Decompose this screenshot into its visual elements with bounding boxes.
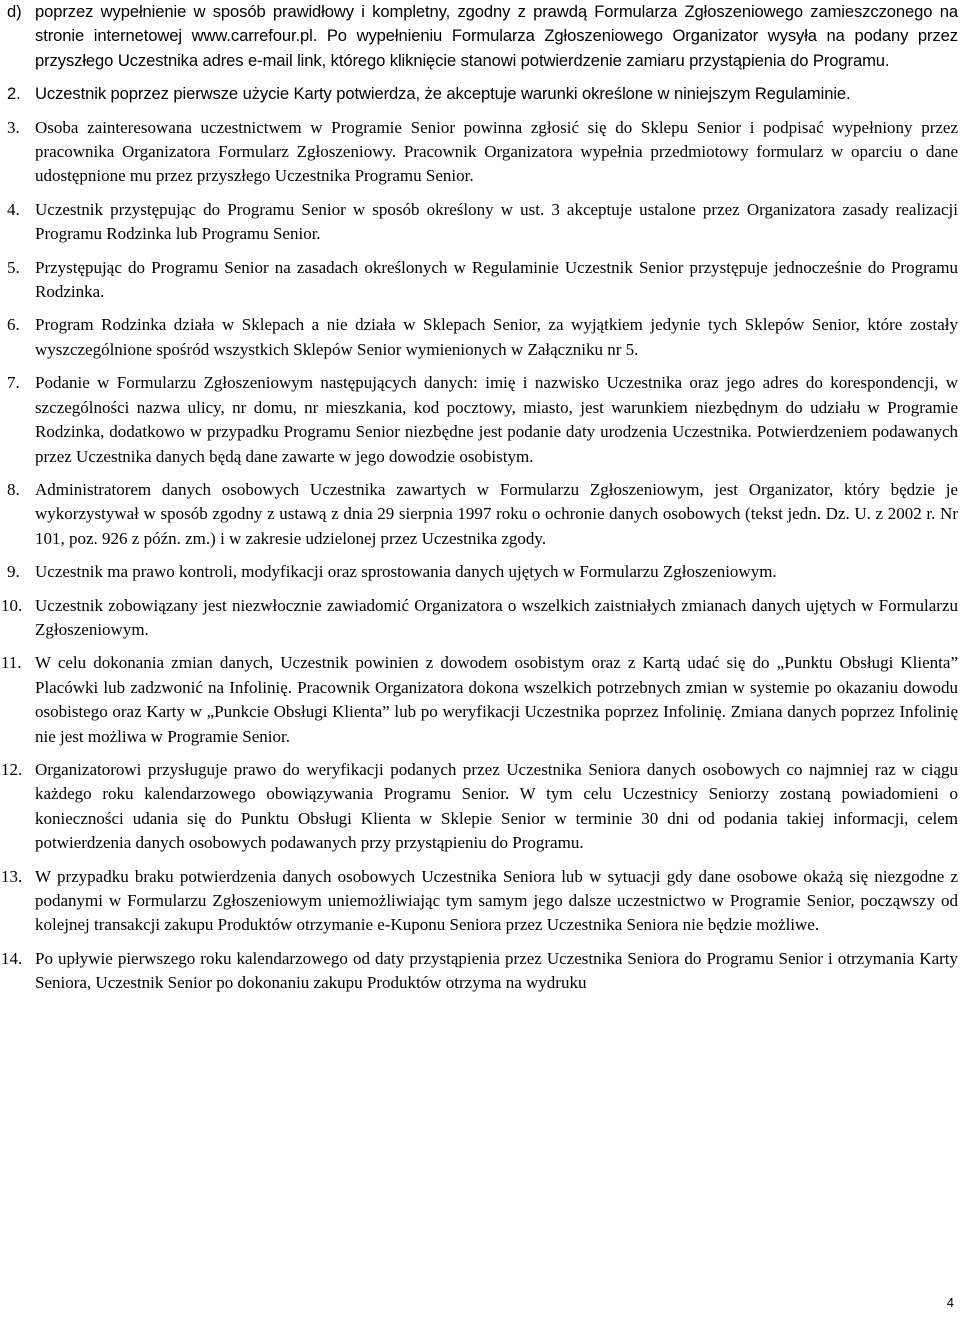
list-item-12: [0, 758, 960, 856]
list-marker: 6.: [7, 315, 20, 335]
list-marker: 14.: [1, 948, 23, 968]
list-item-text: Administratorem danych osobowych Uczestnika zawartych w Formularzu Zgłoszeniowym, jest Organizator, który będzie je wykorzystywał w sposób zgodny z ustawą z dnia 29 sierpnia 1997 roku o ochronie danych osobowych (tekst jedn. Dz. U. z 2002 r. Nr 101, poz. 926 z późn. zm.) i w zakresie udzielonej przez Uczestnika zgody.: [35, 479, 958, 548]
list-item-text: Po upływie pierwszego roku kalendarzowego od daty przystąpienia przez Uczestnika Seniora do Programu Senior i otrzymania Karty Seniora, Uczestnik Senior po dokonaniu zakupu Produktów otrzyma na wydruku: [35, 948, 958, 993]
list-marker: 2.: [7, 84, 21, 104]
list-marker: 5.: [7, 257, 20, 277]
list-item-9: [0, 560, 960, 584]
list-marker: 4.: [7, 199, 20, 219]
list-item-13: [0, 865, 960, 938]
list-item-text: Uczestnik zobowiązany jest niezwłocznie zawiadomić Organizatora o wszelkich zaistniałych zmianach danych ujętych w Formularzu Zgłoszeniowym.: [35, 595, 958, 639]
list-marker: 12.: [1, 759, 23, 779]
list-item-text: Uczestnik poprzez pierwsze użycie Karty potwierdza, że akceptuje warunki określone w niniejszym Regulaminie.: [35, 84, 851, 104]
list-item-5: [0, 256, 960, 305]
list-item-14: [0, 947, 960, 996]
list-item-text: Osoba zainteresowana uczestnictwem w Programie Senior powinna zgłosić się do Sklepu Senior i podpisać wypełniony przez pracownika Organizatora Formularz Zgłoszeniowy. Pracownik Organizatora wypełnia przedmiotowy formularz w oparciu o dane udostępnione mu przez przyszłego Uczestnika Programu Senior.: [35, 117, 958, 186]
list-marker: 9.: [7, 562, 20, 582]
list-item-3: [0, 116, 960, 189]
list-marker: 3.: [7, 117, 20, 137]
list-marker: 10.: [1, 595, 23, 615]
list-item-6: [0, 313, 960, 362]
list-item-text: Uczestnik przystępując do Programu Senior w sposób określony w ust. 3 akceptuje ustalone przez Organizatora zasady realizacji Programu Rodzinka lub Programu Senior.: [35, 199, 958, 244]
list-item-text: Organizatorowi przysługuje prawo do weryfikacji podanych przez Uczestnika Seniora danych osobowych co najmniej raz w ciągu każdego roku kalendarzowego obowiązywania Programu Senior. W tym celu Uczestnicy Seniorzy zostaną powiadomieni o konieczności udania się do Punktu Obsługi Klienta w Sklepie Senior w terminie 30 dni od podania takiej informacji, celem potwierdzenia danych osobowych podawanych przy przystąpieniu do Programu.: [35, 759, 958, 853]
list-item-8: [0, 478, 960, 551]
list-item-4: [0, 198, 960, 247]
list-item-11: [0, 651, 960, 749]
list-item-7: [0, 371, 960, 469]
list-item-2: [0, 82, 960, 106]
list-marker: 11.: [1, 653, 22, 673]
list-item-10: [0, 594, 960, 643]
list-marker: 7.: [7, 373, 20, 393]
list-item-text: Przystępując do Programu Senior na zasadach określonych w Regulaminie Uczestnik Senior przystępuje jednocześnie do Programu Rodzinka.: [35, 257, 958, 302]
list-marker: 8.: [7, 479, 20, 499]
list-marker: d): [7, 2, 22, 21]
list-item-text: W przypadku braku potwierdzenia danych osobowych Uczestnika Seniora lub w sytuacji gdy dane osobowe okażą się niezgodne z podanymi w Formularzu Zgłoszeniowym uniemożliwiając tym samym jego dalsze uczestnictwo w Programie Senior, począwszy od kolejnej transakcji zakupu Produktów otrzymanie e-Kuponu Seniora przez Uczestnika Seniora nie będzie możliwe.: [35, 866, 958, 935]
list-item-text: Uczestnik ma prawo kontroli, modyfikacji oraz sprostowania danych ujętych w Formularzu Zgłoszeniowym.: [35, 562, 777, 582]
list-item-d: [0, 0, 960, 73]
list-item-text: Program Rodzinka działa w Sklepach a nie działa w Sklepach Senior, za wyjątkiem jedynie tych Sklepów Senior, które zostały wyszczególnione spośród wszystkich Sklepów Senior wymienionych w Załączniku nr 5.: [35, 315, 958, 359]
page-number: 4: [946, 1295, 954, 1310]
list-item-text: Podanie w Formularzu Zgłoszeniowym następujących danych: imię i nazwisko Uczestnika oraz jego adres do korespondencji, w szczególności nazwa ulicy, nr domu, nr mieszkania, kod pocztowy, miasto, jest warunkiem niezbędnym do udziału w Programie Rodzinka, dodatkowo w przypadku Programu Senior niezbędne jest podanie daty urodzenia Uczestnika. Potwierdzeniem podawanych przez Uczestnika danych będą dane zawarte w jego dowodzie osobistym.: [35, 373, 958, 466]
list-item-text: poprzez wypełnienie w sposób prawidłowy i kompletny, zgodny z prawdą Formularza Zgłoszeniowego zamieszczonego na stronie internetowej www.carrefour.pl. Po wypełnieniu Formularza Zgłoszeniowego Organizator wysyła na podany przez przyszłego Uczestnika adres e-mail link, którego kliknięcie stanowi potwierdzenie zamiaru przystąpienia do Programu.: [35, 2, 958, 70]
list-item-text: W celu dokonania zmian danych, Uczestnik powinien z dowodem osobistym oraz z Kartą udać się do „Punktu Obsługi Klienta” Placówki lub zadzwonić na Infolinię. Pracownik Organizatora dokona wszelkich potrzebnych zmian w systemie po okazaniu dowodu osobistego oraz Karty w „Punkcie Obsługi Klienta” lub po weryfikacji Uczestnika poprzez Infolinię. Zmiana danych poprzez Infolinię nie jest możliwa w Programie Senior.: [35, 653, 958, 746]
list-marker: 13.: [1, 866, 23, 886]
